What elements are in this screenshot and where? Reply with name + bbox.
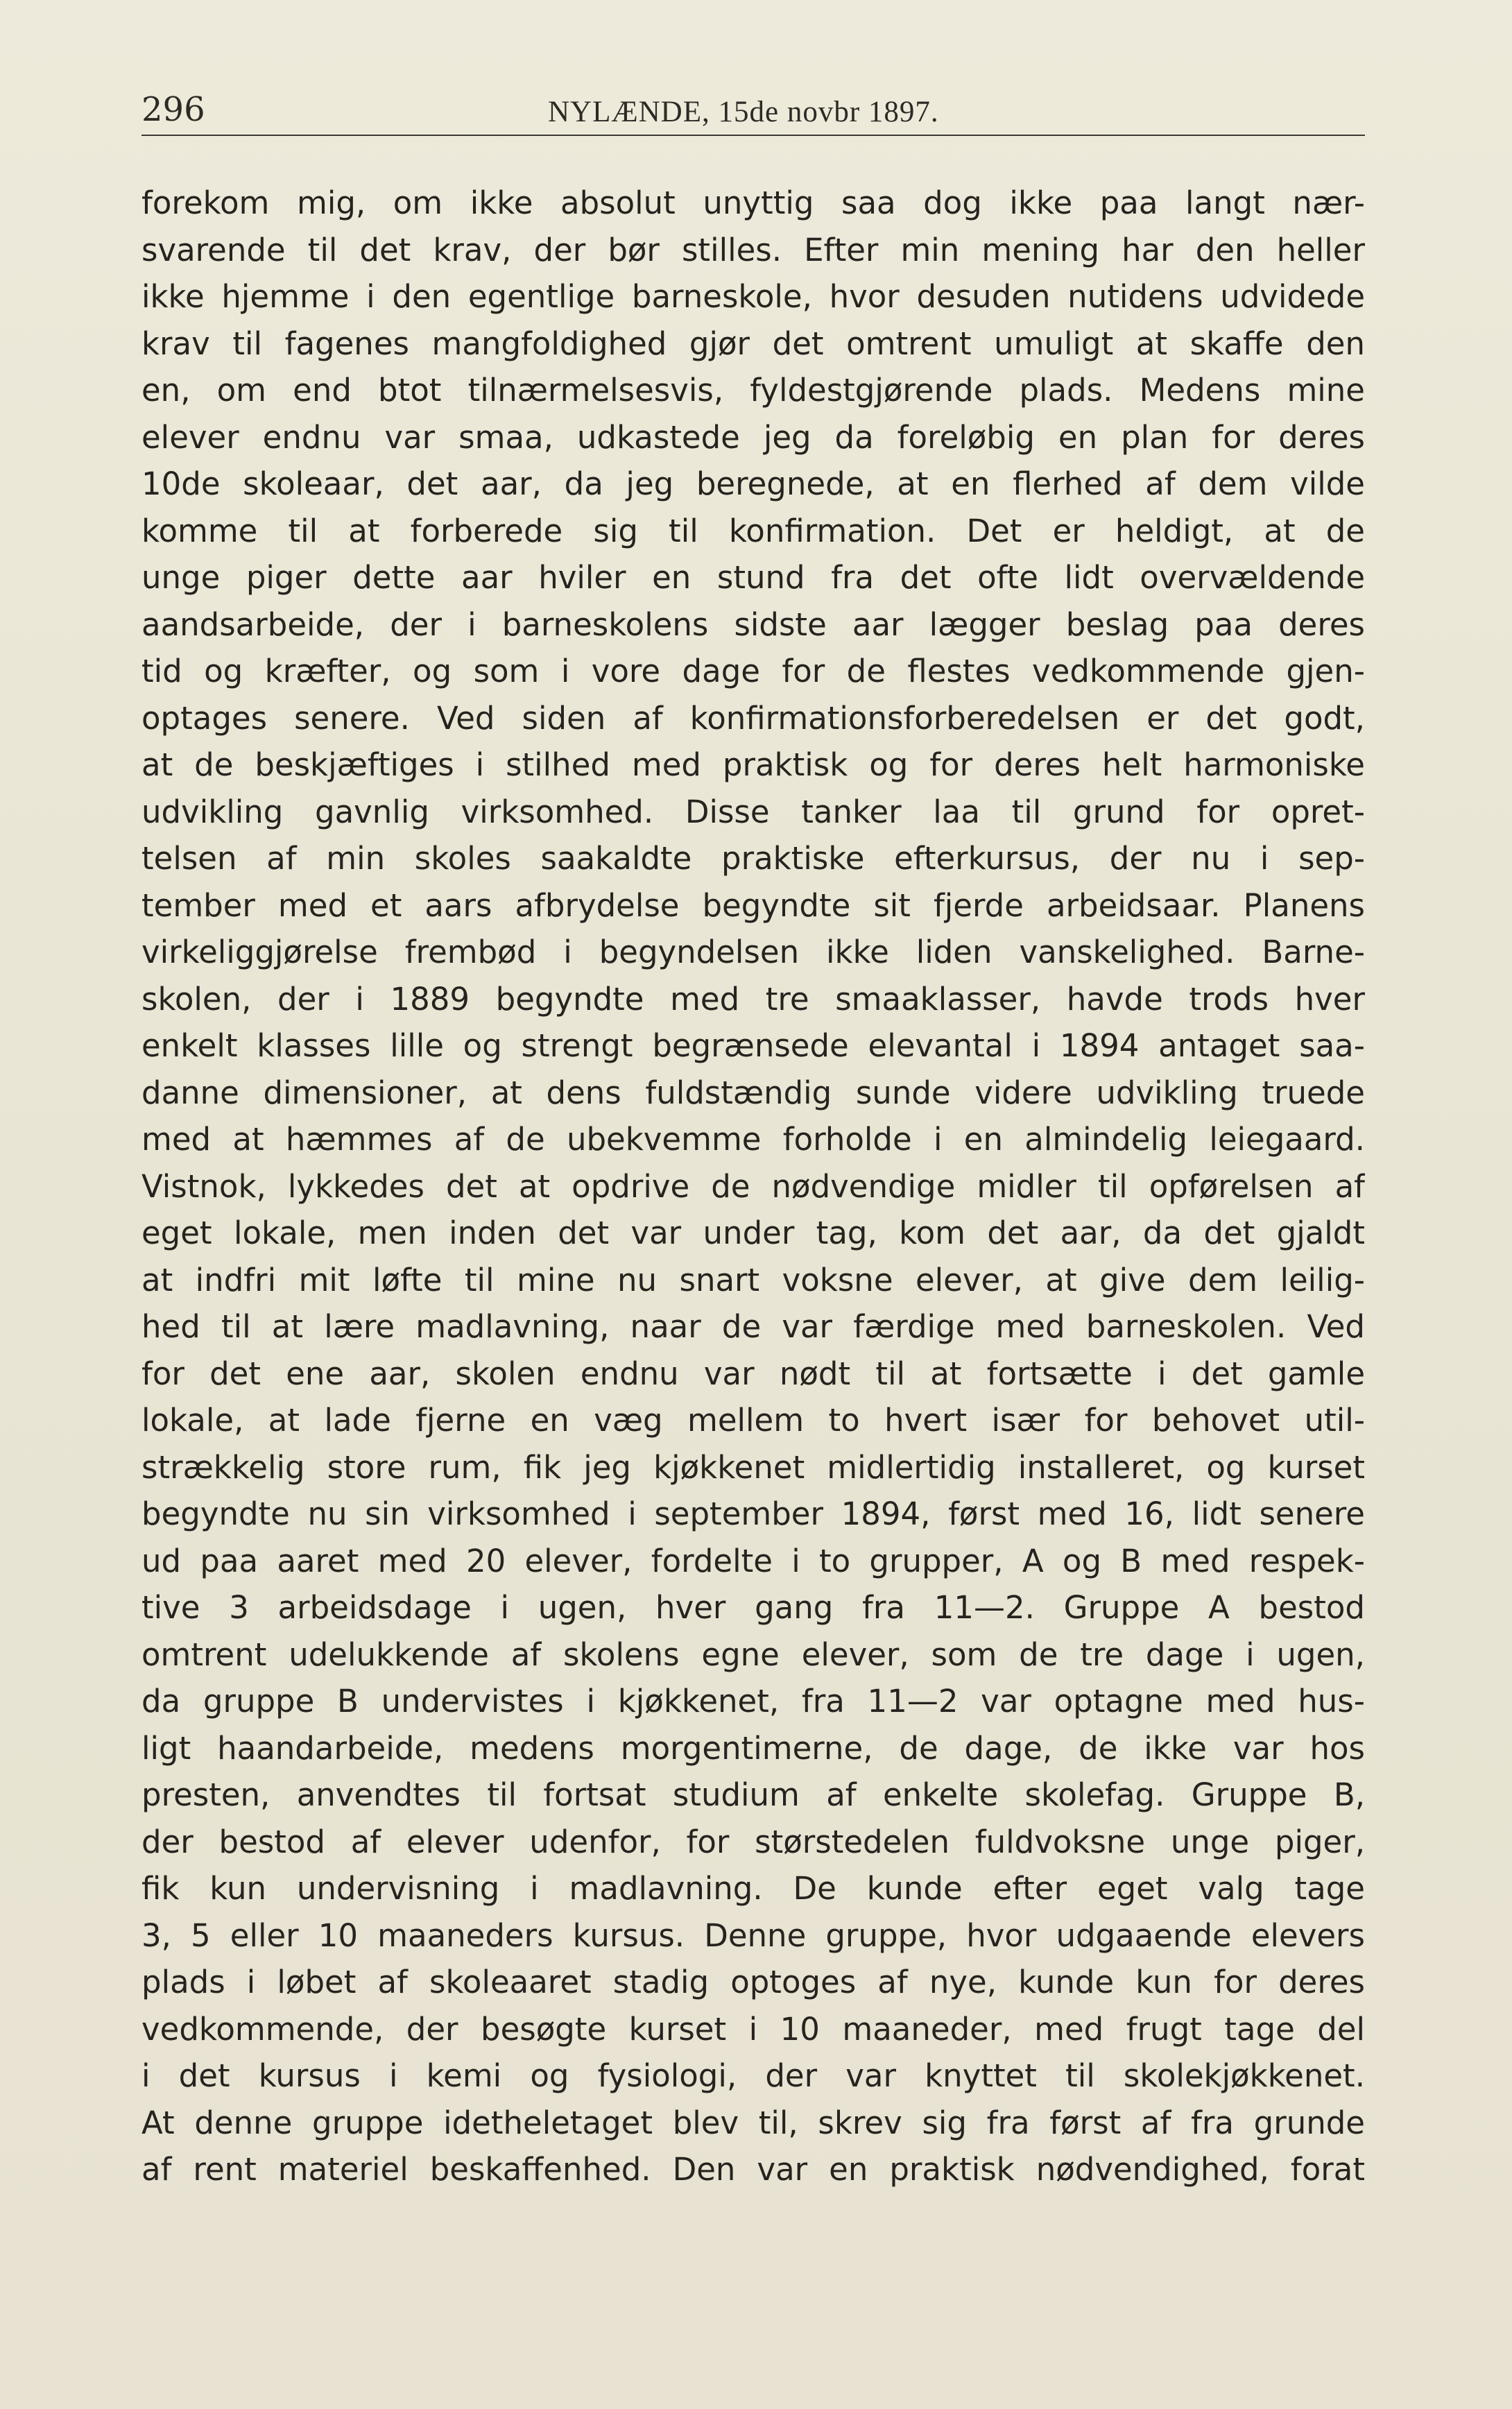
text-line: unge piger dette aar hviler en stund fra det ofte lidt overvældende <box>141 559 1365 596</box>
text-line: med at hæmmes af de ubekvemme forholde i en almindelig leiegaard. <box>141 1121 1365 1158</box>
text-line: udvikling gavnlig virksomhed. Disse tanker laa til grund for opret- <box>141 793 1365 830</box>
text-line: i det kursus i kemi og fysiologi, der var knyttet til skolekjøkkenet. <box>141 2057 1365 2094</box>
text-line: en, om end btot tilnærmelsesvis, fyldestgjørende plads. Medens mine <box>141 372 1365 409</box>
page-header <box>141 83 1365 136</box>
text-line: danne dimensioner, at dens fuldstændig sunde videre udvikling truede <box>141 1074 1365 1111</box>
text-line: aandsarbeide, der i barneskolens sidste aar lægger beslag paa deres <box>141 606 1365 643</box>
page-number: 296 <box>141 90 205 129</box>
text-line: eget lokale, men inden det var under tag, kom det aar, da det gjaldt <box>141 1215 1365 1251</box>
text-line: komme til at forberede sig til konfirmation. Det er heldigt, at de <box>141 512 1365 549</box>
text-line: da gruppe B undervistes i kjøkkenet, fra 11—2 var optagne med hus- <box>141 1683 1365 1720</box>
text-line: fik kun undervisning i madlavning. De kunde efter eget valg tage <box>141 1870 1365 1907</box>
body-text <box>141 180 1365 2193</box>
text-line: vedkommende, der besøgte kurset i 10 maaneder, med frugt tage del <box>141 2010 1365 2048</box>
text-line: telsen af min skoles saakaldte praktiske efterkursus, der nu i sep- <box>141 840 1365 877</box>
text-line: enkelt klasses lille og strengt begrænsede elevantal i 1894 antaget saa- <box>141 1027 1365 1064</box>
text-line: der bestod af elever udenfor, for størstedelen fuldvoksne unge piger, <box>141 1823 1365 1860</box>
text-line: at de beskjæftiges i stilhed med praktisk og for deres helt harmoniske <box>141 746 1365 783</box>
text-line: virkeliggjørelse frembød i begyndelsen ikke liden vanskelighed. Barne- <box>141 934 1365 970</box>
text-line: elever endnu var smaa, udkastede jeg da foreløbig en plan for deres <box>141 418 1365 456</box>
text-line: tid og kræfter, og som i vore dage for de flestes vedkommende gjen- <box>141 653 1365 689</box>
text-line: presten, anvendtes til fortsat studium af enkelte skolefag. Gruppe B, <box>141 1776 1365 1813</box>
text-line: tember med et aars afbrydelse begyndte sit fjerde arbeidsaar. Planens <box>141 886 1365 924</box>
text-line: svarende til det krav, der bør stilles. Efter min mening har den heller <box>141 231 1365 268</box>
text-line: optages senere. Ved siden af konfirmationsforberedelsen er det godt, <box>141 699 1365 737</box>
text-line: lokale, at lade fjerne en væg mellem to hvert især for behovet util- <box>141 1402 1365 1439</box>
text-line: krav til fagenes mangfoldighed gjør det omtrent umuligt at skaffe den <box>141 325 1365 362</box>
text-line: ligt haandarbeide, medens morgentimerne, de dage, de ikke var hos <box>141 1729 1365 1767</box>
text-line: 10de skoleaar, det aar, da jeg beregnede, at en flerhed af dem vilde <box>141 465 1365 502</box>
text-line: hed til at lære madlavning, naar de var færdige med barneskolen. Ved <box>141 1308 1365 1345</box>
text-line: at indfri mit løfte til mine nu snart voksne elever, at give dem leilig- <box>141 1261 1365 1298</box>
text-line: forekom mig, om ikke absolut unyttig saa dog ikke paa langt nær- <box>141 185 1365 221</box>
text-line: Vistnok, lykkedes det at opdrive de nødvendige midler til opførelsen af <box>141 1167 1365 1205</box>
text-line: plads i løbet af skoleaaret stadig optoges af nye, kunde kun for deres <box>141 1964 1365 2000</box>
running-head: NYLÆNDE, 15de novbr 1897. <box>548 96 939 128</box>
text-line: omtrent udelukkende af skolens egne elever, som de tre dage i ugen, <box>141 1636 1365 1673</box>
text-line: strækkelig store rum, fik jeg kjøkkenet midlertidig installeret, og kurset <box>141 1448 1365 1486</box>
text-line: tive 3 arbeidsdage i ugen, hver gang fra 11—2. Gruppe A bestod <box>141 1589 1365 1626</box>
text-line: skolen, der i 1889 begyndte med tre smaaklasser, havde trods hver <box>141 980 1365 1018</box>
text-line: ud paa aaret med 20 elever, fordelte i to grupper, A og B med respek- <box>141 1542 1365 1579</box>
text-line: af rent materiel beskaffenhed. Den var en praktisk nødvendighed, forat <box>141 2151 1365 2188</box>
text-line: At denne gruppe idetheletaget blev til, skrev sig fra først af fra grunde <box>141 2104 1365 2141</box>
text-line: for det ene aar, skolen endnu var nødt til at fortsætte i det gamle <box>141 1355 1365 1392</box>
text-line: ikke hjemme i den egentlige barneskole, hvor desuden nutidens udvidede <box>141 278 1365 315</box>
text-line: 3, 5 eller 10 maaneders kursus. Denne gruppe, hvor udgaaende elevers <box>141 1917 1365 1954</box>
text-line: begyndte nu sin virksomhed i september 1894, først med 16, lidt senere <box>141 1495 1365 1532</box>
